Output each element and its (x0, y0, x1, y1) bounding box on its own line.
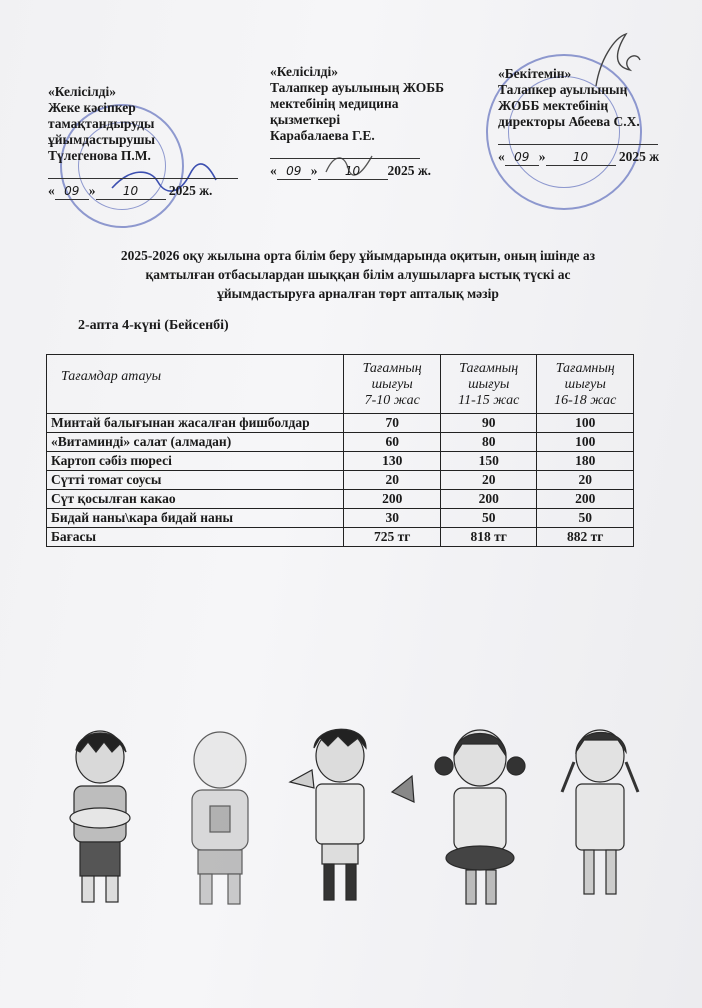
portion-16-18: 200 (537, 490, 634, 509)
column-header-age-7-10 (344, 355, 441, 414)
header-line: 16-18 жас (554, 393, 617, 408)
children-illustration (40, 722, 660, 922)
title-line: ұйымдастыруға арналған төрт апталық мәзір (217, 286, 499, 301)
approval-line: Талапкер ауылының ЖОББ (270, 80, 445, 95)
table-row (47, 490, 634, 509)
approval-line: ұйымдастырушы (48, 132, 156, 147)
column-header-age-16-18 (537, 355, 634, 414)
quote-open: « (498, 149, 505, 164)
title-line: қамтылған отбасылардан шыққан білім алушыларға ыстық түскі ас (145, 267, 571, 282)
portion-7-10: 20 (344, 471, 441, 490)
price-label: Бағасы (47, 528, 344, 547)
signature-line (48, 164, 238, 179)
portion-11-15: 200 (440, 490, 537, 509)
portion-16-18: 180 (537, 452, 634, 471)
column-header-age-11-15 (440, 355, 537, 414)
date-month: 10 (96, 183, 166, 200)
approval-block-director (498, 66, 688, 166)
quote-close: » (88, 183, 96, 198)
price-11-15: 818 тг (440, 528, 537, 547)
portion-11-15: 90 (440, 414, 537, 433)
header-line: шығуы (371, 377, 413, 392)
portion-7-10: 30 (344, 509, 441, 528)
title-line: 2025-2026 оқу жылына орта білім беру ұйымдарында оқитын, оның ішінде аз (120, 248, 596, 263)
portion-7-10: 130 (344, 452, 441, 471)
approval-line: Талапкер ауылының (498, 82, 628, 97)
approval-line: Жеке кәсіпкер (48, 100, 136, 115)
header-line: 11-15 жас (458, 393, 520, 408)
kid-figure (435, 730, 525, 904)
portion-11-15: 50 (440, 509, 537, 528)
quote-close: » (538, 149, 546, 164)
date-month: 10 (318, 163, 388, 180)
date-year: 2025 ж. (387, 163, 432, 178)
kid-figure (562, 730, 638, 894)
quote-close: » (310, 163, 318, 178)
approval-line: директоры Абеева С.Х. (498, 114, 640, 129)
dish-name: Сүт қосылған какао (47, 490, 344, 509)
approval-line: Карабалаева Г.Е. (270, 128, 375, 143)
quote-open: « (270, 163, 277, 178)
date-year: 2025 ж (618, 149, 660, 164)
portion-11-15: 80 (440, 433, 537, 452)
table-row-total (47, 528, 634, 547)
approval-block-caterer (48, 84, 248, 200)
header-line: Тағамның (362, 361, 422, 376)
dish-name: Бидай наны\кара бидай наны (47, 509, 344, 528)
approval-line: тамақтандыруды (48, 116, 155, 131)
approval-line: «Келісілді» (48, 84, 116, 99)
table-row (47, 433, 634, 452)
signature-line (498, 130, 658, 145)
kid-figure (192, 732, 248, 904)
menu-table (46, 354, 634, 547)
portion-16-18: 100 (537, 414, 634, 433)
table-header-row (47, 355, 634, 414)
dish-name: Сүтті томат соусы (47, 471, 344, 490)
portion-16-18: 100 (537, 433, 634, 452)
date-day: 09 (505, 149, 539, 166)
date-day: 09 (277, 163, 311, 180)
approval-date (270, 163, 490, 180)
approval-date (498, 149, 688, 166)
column-header-dish: Тағамдар атауы (47, 355, 344, 414)
header-line: шығуы (468, 377, 510, 392)
portion-11-15: 150 (440, 452, 537, 471)
approval-line: «Келісілді» (270, 64, 338, 79)
approval-line: мектебінің медицина (270, 96, 399, 111)
header-line: шығуы (564, 377, 606, 392)
approval-line: ЖОББ мектебінің (498, 98, 609, 113)
week-day-label: 2-апта 4-күні (Бейсенбі) (78, 318, 229, 333)
menu-title (78, 246, 638, 303)
approval-block-medical (270, 64, 490, 180)
table-row (47, 471, 634, 490)
portion-16-18: 20 (537, 471, 634, 490)
portion-7-10: 200 (344, 490, 441, 509)
portion-16-18: 50 (537, 509, 634, 528)
price-16-18: 882 тг (537, 528, 634, 547)
approval-line: «Бекітемін» (498, 66, 572, 81)
approval-line: қызметкері (270, 112, 341, 127)
approval-line: Түлегенова П.М. (48, 148, 151, 163)
dish-name: Картоп сәбіз пюресі (47, 452, 344, 471)
price-7-10: 725 тг (344, 528, 441, 547)
header-line: 7-10 жас (364, 393, 420, 408)
table-row (47, 452, 634, 471)
date-day: 09 (55, 183, 89, 200)
approval-date (48, 183, 248, 200)
kid-figure (70, 731, 130, 902)
signature-line (270, 144, 420, 159)
portion-11-15: 20 (440, 471, 537, 490)
date-month: 10 (546, 149, 616, 166)
portion-7-10: 60 (344, 433, 441, 452)
dish-name: Минтай балығынан жасалған фишболдар (47, 414, 344, 433)
dish-name: «Витаминді» салат (алмадан) (47, 433, 344, 452)
portion-7-10: 70 (344, 414, 441, 433)
date-year: 2025 ж. (168, 183, 213, 198)
table-row (47, 414, 634, 433)
header-line: Тағамның (459, 361, 519, 376)
header-line: Тағамның (555, 361, 615, 376)
kid-figure (290, 729, 414, 900)
quote-open: « (48, 183, 55, 198)
table-row (47, 509, 634, 528)
